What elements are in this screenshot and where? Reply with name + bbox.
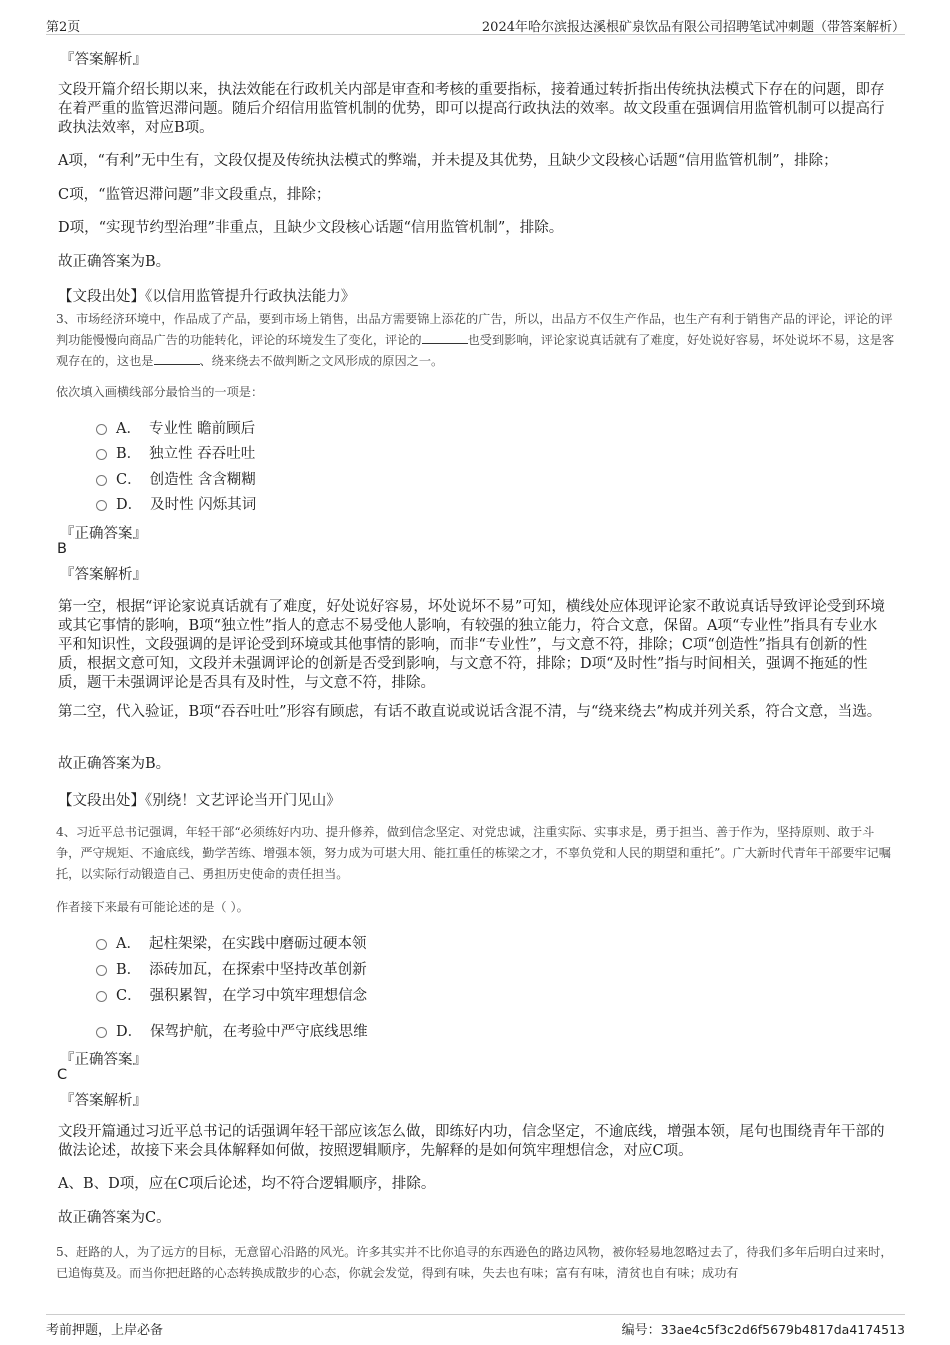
q3-stem: 3、市场经济环境中，作品成了产品，要到市场上销售，出品方需要锦上添花的广告，所以，出品方不仅生产作品，也生产有利于销售产品的评论，评论的评判功能慢慢向商品广告的功能转化，评论的环境发生了变化，评论的 也受到影响，评论家说真话就有了难度，好处说好容易，坏处说坏不易，这是客观存在的，这也是 、绕来绕去不做判断之文风形成的原因之一。: [56, 312, 895, 368]
radio-icon[interactable]: [96, 1027, 107, 1038]
fill-blank: [422, 331, 468, 344]
q4-option-a[interactable]: A． 起柱架梁，在实践中磨砺过硬本领: [96, 932, 366, 953]
q2-analysis-paragraph: D项，“实现节约型治理”非重点，且缺少文段核心话题“信用监管机制”，排除。: [58, 220, 564, 236]
q4-option-b[interactable]: B． 添砖加瓦，在探索中坚持改革创新: [96, 958, 367, 979]
q4-analysis-paragraph: 文段开篇通过习近平总书记的话强调年轻干部应该怎么做，即练好内功，信念坚定，不逾底线，增强本领，尾句也围绕青年干部的做法论述，故接下来会具体解释如何做，按照逻辑顺序，先解释的是如何筑牢理想信念，对应C项。: [58, 1124, 885, 1159]
q4-analysis-paragraph: A、B、D项，应在C项后论述，均不符合逻辑顺序，排除。: [58, 1176, 436, 1192]
q4-conclusion: 故正确答案为C。: [58, 1210, 171, 1226]
q2-analysis-paragraph: C项，“监管迟滞问题”非文段重点，排除；: [58, 187, 331, 203]
radio-icon[interactable]: [96, 475, 107, 486]
q2-source: 【文段出处】《以信用监管提升行政执法能力》: [58, 289, 356, 305]
q4-correct-label: 『正确答案』: [60, 1052, 147, 1068]
radio-icon[interactable]: [96, 500, 107, 511]
footer-slogan: 考前押题，上岸必备: [46, 1323, 164, 1338]
q3-correct-label: 『正确答案』: [60, 526, 147, 542]
q4-prompt: 作者接下来最有可能论述的是（ ）。: [56, 900, 249, 914]
q3-prompt: 依次填入画横线部分最恰当的一项是：: [56, 385, 264, 399]
q2-analysis-paragraph: A项，“有利”无中生有，文段仅提及传统执法模式的弊端，并未提及其优势，且缺少文段核心话题“信用监管机制”，排除；: [58, 153, 838, 169]
q5-stem: 5、赶路的人，为了远方的目标，无意留心沿路的风光。许多其实并不比你追寻的东西逊色的路边风物，被你轻易地忽略过去了，待我们多年后明白过来时，已追悔莫及。而当你把赶路的心态转换成散步的心态，你就会发觉，得到有味，失去也有味；富有有味，清贫也自有味；成功有: [56, 1245, 893, 1280]
radio-icon[interactable]: [96, 991, 107, 1002]
q3-option-b[interactable]: B． 独立性 吞吞吐吐: [96, 442, 255, 463]
q4-option-d[interactable]: D． 保驾护航，在考验中严守底线思维: [96, 1020, 368, 1041]
page-footer: [46, 1314, 905, 1337]
q4-analysis-label: 『答案解析』: [60, 1093, 147, 1109]
q2-analysis-paragraph: 文段开篇介绍长期以来，执法效能在行政机关内部是审查和考核的重要指标，接着通过转折指出传统执法模式下存在的问题，即存在着严重的监管迟滞问题。随后介绍信用监管机制的优势，即可以提高行政执法的效率。故文段重在强调信用监管机制可以提高行政执法效率，对应B项。: [58, 82, 885, 136]
q3-option-d[interactable]: D． 及时性 闪烁其词: [96, 493, 256, 514]
q3-source: 【文段出处】《别绕！文艺评论当开门见山》: [58, 793, 341, 809]
q2-analysis-label: 『答案解析』: [60, 52, 147, 68]
q3-answer: B: [57, 541, 67, 557]
q4-answer: C: [57, 1067, 68, 1083]
q3-option-c[interactable]: C． 创造性 含含糊糊: [96, 468, 256, 489]
q4-stem: 4、习近平总书记强调，年轻干部“必须练好内功、提升修养，做到信念坚定、对党忠诚，注重实际、实事求是，勇于担当、善于作为，坚持原则、敢于斗争，严守规矩、不逾底线，勤学苦练、增强本领，努力成为可堪大用、能扛重任的栋梁之才，不辜负党和人民的期望和重托”。广大新时代青年干部要牢记嘱托，以实际行动锻造自己、勇担历史使命的责任担当。: [56, 825, 891, 881]
q3-analysis-paragraph: 第一空，根据“评论家说真话就有了难度，好处说好容易，坏处说坏不易”可知，横线处应体现评论家不敢说真话导致评论受到环境或其它事情的影响，B项“独立性”指人的意志不易受他人影响，有较强的独立能力，符合文意，保留。A项“专业性”指具有专业水平和知识性，文段强调的是评论受到环境或其他事情的影响，而非“专业性”，与文意不符，排除；C项“创造性”指具有创新的性质，根据文意可知，文段并未强调评论的创新是否受到影响，与文意不符，排除；D项“及时性”指与时间相关，强调不拖延的性质，题干未强调评论是否具有及时性，与文意不符，排除。: [58, 599, 885, 691]
q3-analysis-label: 『答案解析』: [60, 567, 147, 583]
document-code: 编号：33ae4c5f3c2d6f5679b4817da4174513: [621, 1322, 905, 1338]
document-title: 2024年哈尔滨报达溪根矿泉饮品有限公司招聘笔试冲刺题（带答案解析）: [481, 20, 905, 35]
q3-analysis-paragraph: 第二空，代入验证，B项“吞吞吐吐”形容有顾虑，有话不敢直说或说话含混不清，与“绕来绕去”构成并列关系，符合文意，当选。: [58, 704, 882, 720]
radio-icon[interactable]: [96, 939, 107, 950]
q4-option-c[interactable]: C． 强积累智，在学习中筑牢理想信念: [96, 984, 367, 1005]
page-number: 第2页: [46, 20, 81, 35]
page-header: [46, 14, 905, 35]
fill-blank: [154, 352, 200, 365]
q2-conclusion: 故正确答案为B。: [58, 254, 171, 270]
radio-icon[interactable]: [96, 965, 107, 976]
q3-option-a[interactable]: A． 专业性 瞻前顾后: [96, 417, 255, 438]
radio-icon[interactable]: [96, 424, 107, 435]
radio-icon[interactable]: [96, 449, 107, 460]
q3-conclusion: 故正确答案为B。: [58, 756, 171, 772]
